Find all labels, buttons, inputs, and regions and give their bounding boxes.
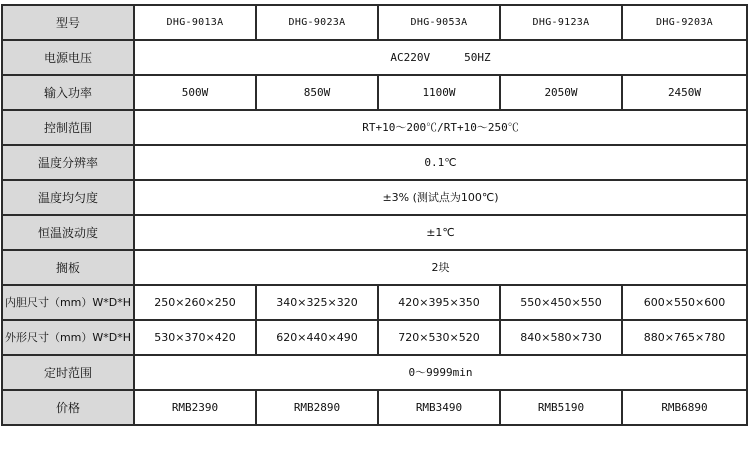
price-cell: RMB6890 (622, 390, 747, 425)
row-model (2, 5, 747, 40)
power-cell: 2450W (622, 75, 747, 110)
power-cell: 2050W (500, 75, 622, 110)
inner-size-cell: 550×450×550 (500, 285, 622, 320)
price-cell: RMB5190 (500, 390, 622, 425)
row-outer-size (2, 320, 747, 355)
row-power (2, 75, 747, 110)
inner-size-cell: 250×260×250 (134, 285, 256, 320)
shelves-value: 2块 (134, 250, 747, 285)
row-control-range (2, 110, 747, 145)
row-label-voltage: 电源电压 (2, 40, 134, 75)
row-shelves (2, 250, 747, 285)
uniformity-value: ±3% (测试点为100℃) (134, 180, 747, 215)
row-label-power: 输入功率 (2, 75, 134, 110)
row-label-fluctuation: 恒温波动度 (2, 215, 134, 250)
row-label-model: 型号 (2, 5, 134, 40)
inner-size-cell: 340×325×320 (256, 285, 378, 320)
model-cell: DHG-9203A (622, 5, 747, 40)
row-voltage (2, 40, 747, 75)
model-cell: DHG-9013A (134, 5, 256, 40)
row-timer (2, 355, 747, 390)
row-inner-size (2, 285, 747, 320)
row-label-inner-size: 内胆尺寸（mm）W*D*H (2, 285, 134, 320)
outer-size-cell: 880×765×780 (622, 320, 747, 355)
model-cell: DHG-9053A (378, 5, 500, 40)
timer-value: 0～9999min (134, 355, 747, 390)
inner-size-cell: 600×550×600 (622, 285, 747, 320)
row-resolution (2, 145, 747, 180)
power-cell: 850W (256, 75, 378, 110)
row-label-resolution: 温度分辨率 (2, 145, 134, 180)
row-label-price: 价格 (2, 390, 134, 425)
row-fluctuation (2, 215, 747, 250)
spec-table (1, 4, 748, 426)
power-cell: 1100W (378, 75, 500, 110)
outer-size-cell: 620×440×490 (256, 320, 378, 355)
voltage-ac: AC220V (390, 50, 431, 64)
row-uniformity (2, 180, 747, 215)
outer-size-cell: 530×370×420 (134, 320, 256, 355)
outer-size-cell: 720×530×520 (378, 320, 500, 355)
model-cell: DHG-9123A (500, 5, 622, 40)
row-label-shelves: 搁板 (2, 250, 134, 285)
voltage-frequency: 50HZ (464, 50, 491, 64)
resolution-value: 0.1℃ (134, 145, 747, 180)
model-cell: DHG-9023A (256, 5, 378, 40)
power-cell: 500W (134, 75, 256, 110)
inner-size-cell: 420×395×350 (378, 285, 500, 320)
row-price (2, 390, 747, 425)
control-range-value: RT+10～200℃/RT+10～250℃ (134, 110, 747, 145)
outer-size-cell: 840×580×730 (500, 320, 622, 355)
row-label-timer: 定时范围 (2, 355, 134, 390)
price-cell: RMB2390 (134, 390, 256, 425)
voltage-value (134, 40, 747, 75)
row-label-outer-size: 外形尺寸（mm）W*D*H (2, 320, 134, 355)
row-label-control-range: 控制范围 (2, 110, 134, 145)
row-label-uniformity: 温度均匀度 (2, 180, 134, 215)
price-cell: RMB3490 (378, 390, 500, 425)
fluctuation-value: ±1℃ (134, 215, 747, 250)
price-cell: RMB2890 (256, 390, 378, 425)
